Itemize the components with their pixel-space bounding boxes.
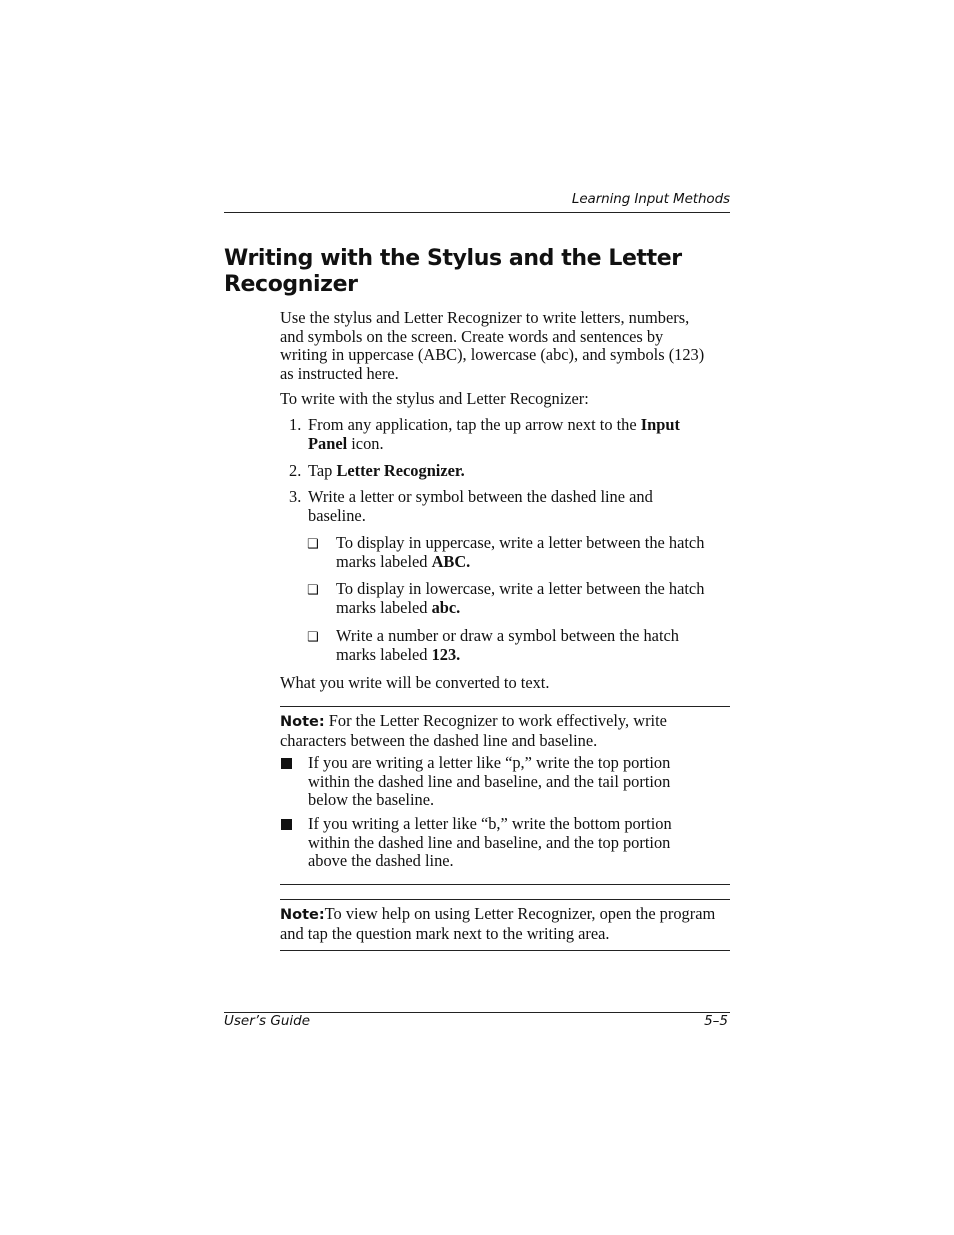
substep-line: To display in lowercase, write a letter between the hatch — [336, 579, 705, 598]
footer-guide-title: User’s Guide — [224, 1013, 311, 1029]
bullet-line: within the dashed line and baseline, and the tail portion — [308, 771, 671, 791]
note-label: Note: — [280, 907, 325, 923]
checkbox-bullet-icon: ❑ — [307, 630, 319, 645]
square-bullet-icon — [281, 758, 292, 769]
checkbox-bullet-icon: ❑ — [307, 537, 319, 552]
section-title — [224, 246, 744, 298]
substep-line: Write a number or draw a symbol between the hatch — [336, 626, 679, 645]
step-3-line: Write a letter or symbol between the dashed line and — [308, 487, 653, 506]
note-rule-bottom — [280, 884, 730, 885]
substep-uppercase — [336, 534, 726, 571]
step-2-pre: Tap — [308, 461, 337, 480]
intro-line: as instructed here. — [280, 363, 399, 383]
bullet-line: below the baseline. — [308, 790, 435, 809]
intro-line: and symbols on the screen. Create words and sentences by — [280, 326, 664, 346]
page-number: 5–5 — [704, 1013, 728, 1029]
note-rule-top — [280, 706, 730, 707]
square-bullet-icon — [281, 819, 292, 830]
section-title-line2: Recognizer — [224, 272, 358, 297]
step-number: 3. — [289, 487, 302, 506]
step-2-text — [308, 462, 708, 481]
substep-bold: 123. — [431, 644, 461, 664]
bullet-line: above the dashed line. — [308, 851, 454, 870]
note-rule-top — [280, 899, 730, 900]
step-3-line: baseline. — [308, 505, 366, 525]
substep-numbers — [336, 627, 726, 664]
note-1 — [280, 712, 730, 750]
input-label: Input — [640, 415, 680, 434]
bullet-line: within the dashed line and baseline, and the top portion — [308, 832, 671, 852]
step-1-post: icon. — [347, 433, 384, 453]
substep-bold: abc. — [431, 597, 461, 617]
intro-paragraph — [280, 309, 730, 383]
step-1-text — [308, 416, 708, 453]
note-rule-bottom — [280, 950, 730, 951]
closing-text: What you write will be converted to text. — [280, 673, 550, 692]
bullet-line: If you writing a letter like “b,” write the bottom portion — [308, 814, 672, 833]
substep-line: marks labeled — [336, 551, 432, 571]
section-title-line1: Writing with the Stylus and the Letter — [224, 246, 682, 271]
note-label: Note: — [280, 714, 325, 730]
substep-line: marks labeled — [336, 597, 432, 617]
substep-bold: ABC. — [431, 551, 471, 571]
step-1-pre: From any application, tap the up arrow next to the — [308, 415, 641, 434]
letter-recognizer-label: Letter Recognizer. — [336, 461, 465, 480]
note-line: For the Letter Recognizer to work effectively, write — [324, 711, 667, 730]
lead-in-text: To write with the stylus and Letter Recognizer: — [280, 389, 589, 408]
note-line: characters between the dashed line and baseline. — [280, 730, 598, 750]
note-bullet-b — [308, 815, 718, 871]
intro-line: Use the stylus and Letter Recognizer to write letters, numbers, — [280, 308, 690, 327]
header-rule — [224, 212, 730, 213]
note-line: and tap the question mark next to the writing area. — [280, 923, 610, 943]
step-3-text — [308, 488, 708, 525]
running-head: Learning Input Methods — [571, 191, 730, 207]
note-2 — [280, 905, 730, 943]
intro-line: writing in uppercase (ABC), lowercase (abc), and symbols (123) — [280, 345, 705, 364]
panel-label: Panel — [308, 433, 348, 453]
step-number: 1. — [289, 415, 302, 434]
substep-line: To display in uppercase, write a letter between the hatch — [336, 533, 705, 552]
substep-line: marks labeled — [336, 644, 432, 664]
note-bullet-p — [308, 754, 718, 810]
note-line: To view help on using Letter Recognizer, open the program — [324, 904, 716, 923]
checkbox-bullet-icon: ❑ — [307, 583, 319, 598]
substep-lowercase — [336, 580, 726, 617]
bullet-line: If you are writing a letter like “p,” write the top portion — [308, 753, 671, 772]
step-number: 2. — [289, 461, 302, 480]
